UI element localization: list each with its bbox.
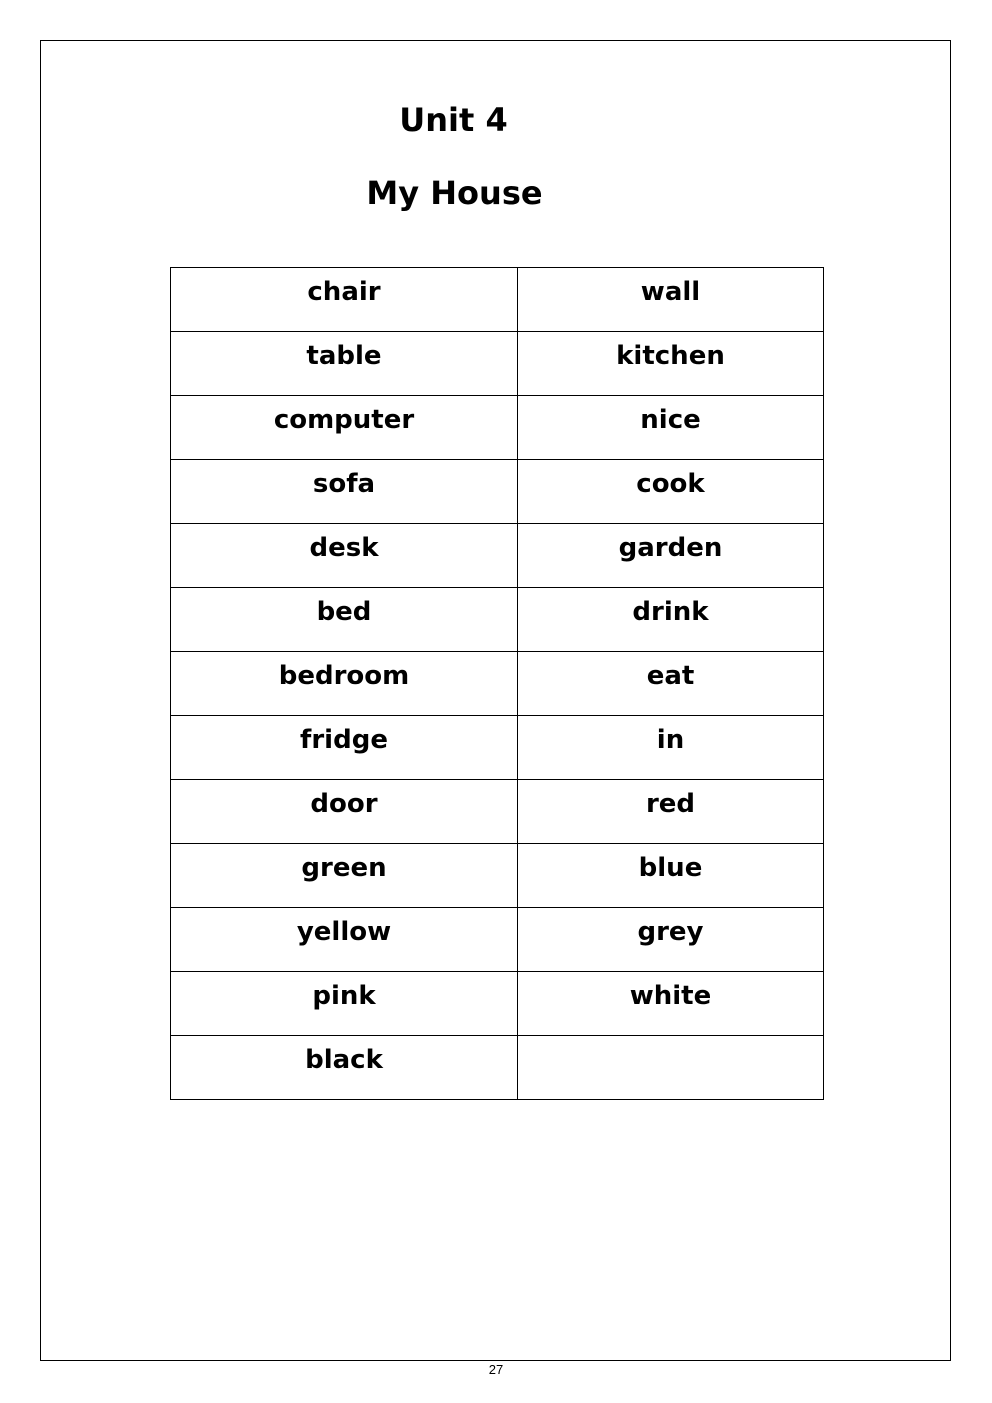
word-cell: computer	[171, 396, 518, 460]
word-cell: green	[171, 844, 518, 908]
table-row	[171, 908, 824, 972]
page-title	[41, 174, 952, 212]
word-cell: bedroom	[171, 652, 518, 716]
word-cell: sofa	[171, 460, 518, 524]
word-cell: door	[171, 780, 518, 844]
word-cell: cook	[518, 460, 824, 524]
table-row	[171, 780, 824, 844]
table-row	[171, 716, 824, 780]
word-cell: fridge	[171, 716, 518, 780]
word-cell: in	[518, 716, 824, 780]
word-cell: wall	[518, 268, 824, 332]
unit-heading	[41, 101, 952, 139]
table-row	[171, 460, 824, 524]
word-cell: kitchen	[518, 332, 824, 396]
word-cell: red	[518, 780, 824, 844]
word-cell: grey	[518, 908, 824, 972]
word-cell: white	[518, 972, 824, 1036]
table-row	[171, 844, 824, 908]
word-cell: pink	[171, 972, 518, 1036]
word-cell: bed	[171, 588, 518, 652]
table-row	[171, 396, 824, 460]
word-cell: drink	[518, 588, 824, 652]
word-cell: blue	[518, 844, 824, 908]
page-number: 27	[488, 1362, 504, 1377]
table-row	[171, 1036, 824, 1100]
word-cell: eat	[518, 652, 824, 716]
word-cell: chair	[171, 268, 518, 332]
word-cell: yellow	[171, 908, 518, 972]
word-cell: table	[171, 332, 518, 396]
table-row	[171, 972, 824, 1036]
word-cell: desk	[171, 524, 518, 588]
empty-cell	[518, 1036, 824, 1100]
word-cell: black	[171, 1036, 518, 1100]
page-title-text: My House	[366, 174, 543, 212]
word-cell: garden	[518, 524, 824, 588]
table-row	[171, 268, 824, 332]
page-border	[40, 40, 951, 1361]
word-cell: nice	[518, 396, 824, 460]
vocabulary-table	[170, 267, 824, 1100]
unit-heading-text: Unit 4	[399, 101, 508, 139]
table-row	[171, 332, 824, 396]
table-row	[171, 652, 824, 716]
table-row	[171, 524, 824, 588]
table-row	[171, 588, 824, 652]
